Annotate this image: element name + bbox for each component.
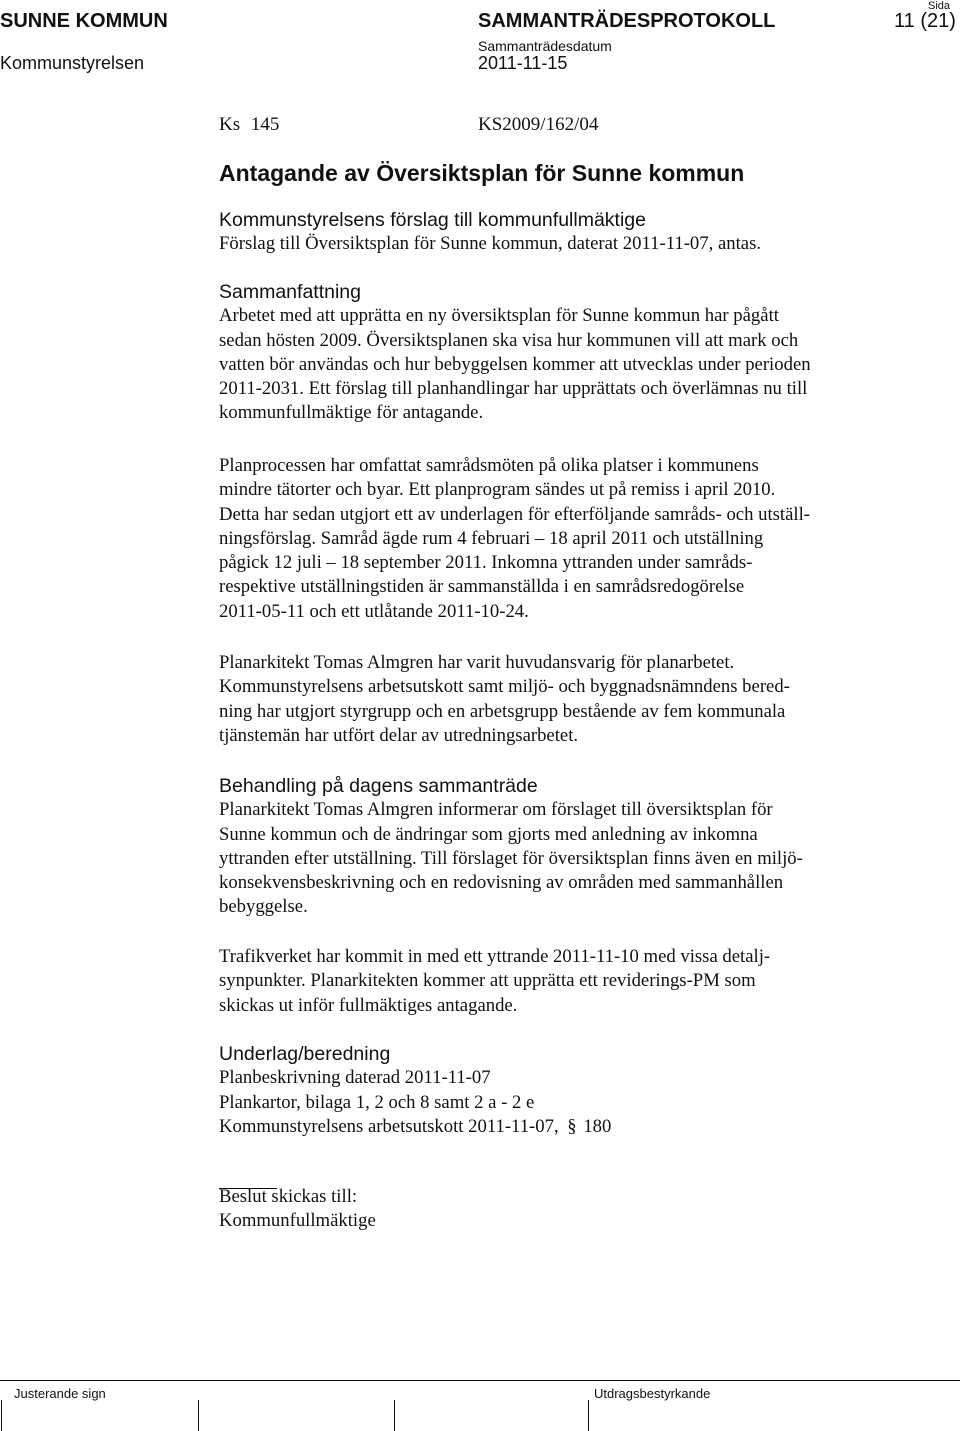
meeting-section xyxy=(219,774,803,920)
sign-box-divider xyxy=(394,1400,395,1431)
paragraph-line: sedan hösten 2009. Översiktsplanen ska visa hur kommunen vill att mark och xyxy=(219,329,799,351)
meeting-date: 2011-11-15 xyxy=(478,53,568,73)
paragraph-line: kommunfullmäktige för antagande. xyxy=(219,402,484,424)
paragraph-line: Planarkitekt Tomas Almgren har varit huvudansvarig för planarbetet. xyxy=(219,652,735,673)
organization-name: SUNNE KOMMUN xyxy=(0,10,168,32)
summary-section xyxy=(219,280,811,426)
responsible-paragraph xyxy=(219,651,790,748)
basis-heading: Underlag/beredning xyxy=(219,1043,391,1065)
meeting-heading: Behandling på dagens sammanträde xyxy=(219,775,538,797)
paragraph-line: Sunne kommun och de ändringar som gjorts med anledning av inkomna xyxy=(219,823,758,845)
department-name: Kommunstyrelsen xyxy=(0,53,145,73)
ks-prefix: Ks xyxy=(219,114,241,135)
meeting-paragraph xyxy=(219,798,803,919)
paragraph-line: skickas ut inför fullmäktiges antagande. xyxy=(219,994,518,1016)
case-row xyxy=(219,114,279,136)
paragraph-line: mindre tätorter och byar. Ett planprogram sändes ut på remiss i april 2010. xyxy=(219,479,776,501)
section-number: 180 xyxy=(583,1115,612,1137)
ks-number: 145 xyxy=(250,114,280,135)
paragraph-line: yttranden efter utställning. Till förslaget för översiktsplan finns även en miljö- xyxy=(219,847,803,869)
summary-paragraph xyxy=(219,304,811,425)
document-title: Antagande av Översiktsplan för Sunne kommun xyxy=(219,160,745,186)
distribution-label: Beslut skickas till: xyxy=(219,1186,358,1207)
page-label: Sida xyxy=(928,0,951,12)
basis-item-text: Kommunstyrelsens arbetsutskott 2011-11-07, xyxy=(219,1115,559,1137)
protocol-title: SAMMANTRÄDESPROTOKOLL xyxy=(478,10,776,32)
meeting-date-label: Sammanträdesdatum xyxy=(478,38,612,54)
paragraph-line: ning har utgjort styrgrupp och en arbetsgrupp bestående av fem kommunala xyxy=(219,700,786,722)
process-paragraph xyxy=(219,454,810,624)
paragraph-line: Planprocessen har omfattat samrådsmöten på olika platser i kommunens xyxy=(219,455,759,476)
summary-heading: Sammanfattning xyxy=(219,281,361,303)
sign-label: Justerande sign xyxy=(14,1386,106,1401)
paragraph-line: konsekvensbeskrivning och en redovisning av områden med sammanhållen xyxy=(219,872,784,894)
paragraph-line: ningsförslag. Samråd ägde rum 4 februari – 18 april 2011 och utställning xyxy=(219,527,764,549)
section-sign-icon: § xyxy=(567,1115,577,1137)
diary-number: KS2009/162/04 xyxy=(478,114,599,135)
paragraph-line: 2011-2031. Ett förslag till planhandlingar har upprättats och överlämnas nu till xyxy=(219,378,808,400)
paragraph-line: tjänstemän har utfört delar av utredningsarbetet. xyxy=(219,724,579,746)
basis-item: Plankartor, bilaga 1, 2 och 8 samt 2 a - 2 e xyxy=(219,1091,535,1113)
paragraph-line: pågick 12 juli – 18 september 2011. Inkomna yttranden under samråds- xyxy=(219,552,753,574)
footer xyxy=(0,1380,960,1431)
distribution-recipient: Kommunfullmäktige xyxy=(219,1210,376,1232)
trafikverket-paragraph xyxy=(219,945,770,1018)
paragraph-line: Planarkitekt Tomas Almgren informerar om förslaget till översiktsplan för xyxy=(219,799,773,821)
basis-item xyxy=(219,1115,611,1139)
paragraph-line: Arbetet med att upprätta en ny översiktsplan för Sunne kommun har pågått xyxy=(219,305,779,327)
basis-item: Planbeskrivning daterad 2011-11-07 xyxy=(219,1067,491,1089)
paragraph-line: vatten bör användas och hur bebyggelsen kommer att utvecklas under perioden xyxy=(219,353,811,375)
sign-box-divider xyxy=(1,1400,2,1431)
proposal-heading: Kommunstyrelsens förslag till kommunfullmäktige xyxy=(219,209,646,231)
paragraph-line: Detta har sedan utgjort ett av underlagen för efterföljande samråds- och utställ- xyxy=(219,503,811,525)
basis-list xyxy=(219,1066,611,1139)
page-number: 11 (21) xyxy=(894,10,956,32)
sign-box-divider xyxy=(198,1400,199,1431)
proposal-section xyxy=(219,208,761,257)
footer-rule xyxy=(0,1380,960,1381)
paragraph-line: Kommunstyrelsens arbetsutskott samt miljö- och byggnadsnämndens bered- xyxy=(219,676,790,698)
paragraph-line: bebyggelse. xyxy=(219,896,308,918)
paragraph-line: respektive utställningstiden är sammanställda i en samrådsredogörelse xyxy=(219,576,745,598)
distribution-section xyxy=(219,1188,376,1234)
paragraph-line: Trafikverket har kommit in med ett yttrande 2011-11-10 med vissa detalj- xyxy=(219,946,771,967)
basis-section xyxy=(219,1042,611,1139)
proposal-text: Förslag till Översiktsplan för Sunne kommun, daterat 2011-11-07, antas. xyxy=(219,233,762,255)
sign-box-divider xyxy=(588,1400,589,1431)
paragraph-line: 2011-05-11 och ett utlåtande 2011-10-24. xyxy=(219,600,529,622)
paragraph-line: synpunkter. Planarkitekten kommer att upprätta ett reviderings-PM som xyxy=(219,970,756,992)
extract-label: Utdragsbestyrkande xyxy=(594,1386,711,1401)
